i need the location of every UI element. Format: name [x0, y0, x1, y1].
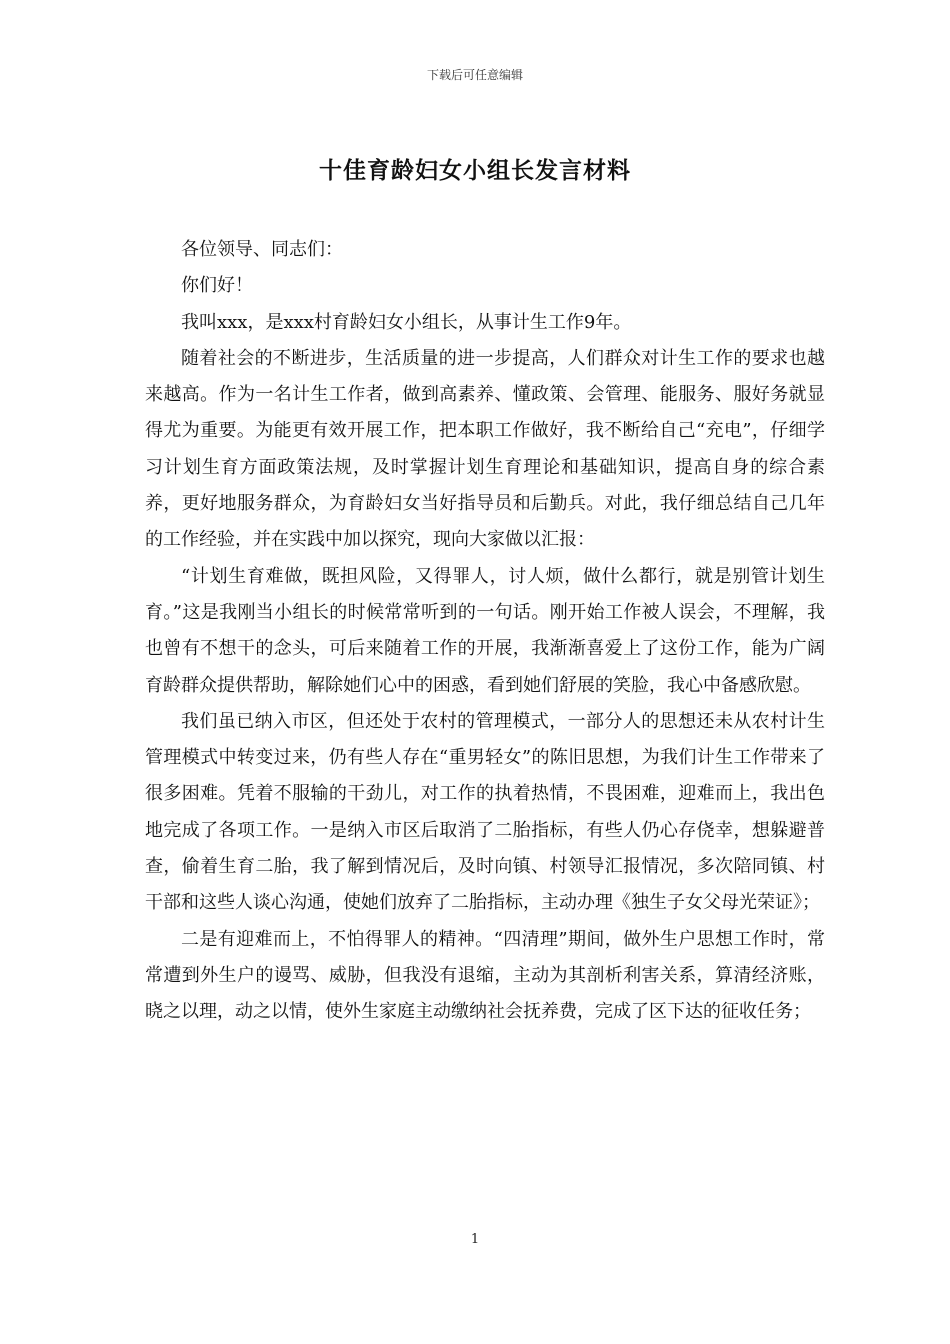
- document-title: 十佳育龄妇女小组长发言材料: [319, 158, 631, 184]
- self-introduction: 我叫xxx，是xxx村育龄妇女小组长，从事计生工作9年。: [181, 311, 632, 333]
- paragraph-intro: 随着社会的不断进步，生活质量的进一步提高，人们群众对计生工作的要求也越来越高。作为一名计生工作者，做到高素养、懂政策、会管理、能服务、服好务就显得尤为重要。为能更有效开展工作，把本职工作做好，我不断给自己“充电”，仔细学习计划生育方面政策法规，及时掌握计划生育理论和基础知识，提高自身的综合素养，更好地服务群众，为育龄妇女当好指导员和后勤兵。对此，我仔细总结自己几年的工作经验，并在实践中加以探究，现向大家做以汇报：: [145, 347, 825, 551]
- paragraph-work-one: 我们虽已纳入市区，但还处于农村的管理模式，一部分人的思想还未从农村计生管理模式中转变过来，仍有些人存在“重男轻女”的陈旧思想，为我们计生工作带来了很多困难。凭着不服输的干劲儿，对工作的执着热情，不畏困难，迎难而上，我出色地完成了各项工作。一是纳入市区后取消了二胎指标，有些人仍心存侥幸，想躲避普查，偷着生育二胎，我了解到情况后，及时向镇、村领导汇报情况，多次陪同镇、村干部和这些人谈心沟通，使她们放弃了二胎指标，主动办理《独生子女父母光荣证》；: [145, 710, 825, 914]
- greeting: 你们好！: [181, 275, 253, 297]
- header-note: 下载后可任意编辑: [426, 68, 523, 82]
- salutation: 各位领导、同志们：: [181, 239, 343, 260]
- paragraph-experience: “计划生育难做，既担风险，又得罪人，讨人烦，做什么都行，就是别管计划生育。”这是我刚当小组长的时候常常听到的一句话。刚开始工作被人误会，不理解，我也曾有不想干的念头，可后来随着工作的开展，我渐渐喜爱上了这份工作，能为广阔育龄群众提供帮助，解除她们心中的困惑，看到她们舒展的笑脸，我心中备感欣慰。: [145, 565, 825, 696]
- page-number: 1: [470, 1232, 480, 1247]
- paragraph-work-two: 二是有迎难而上，不怕得罪人的精神。“四清理”期间，做外生户思想工作时，常常遭到外生户的谩骂、威胁，但我没有退缩，主动为其剖析利害关系，算清经济账，晓之以理，动之以情，使外生家庭主动缴纳社会抚养费，完成了区下达的征收任务；: [145, 928, 825, 1023]
- document-body: [145, 232, 825, 1031]
